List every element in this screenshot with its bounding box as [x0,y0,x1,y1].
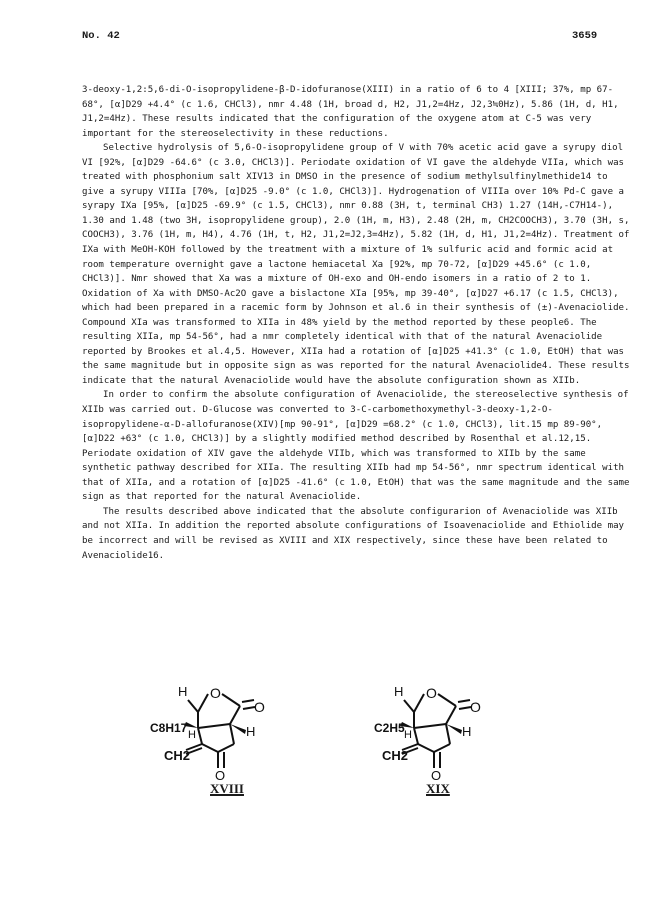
structure-label-xix: XIX [426,781,450,796]
structure-xix [370,672,510,782]
xviii-h-top: H [178,684,188,699]
paragraph-2: Selective hydrolysis of 5,6-O-isopropylidene group of V with 70% acetic acid gave a syrupy diol VI [92%, [α]D29 -64.6° (c 3.0, CHCl3)]. Periodate oxidation of VI gave the aldehyde VIIa, which was treated with phosphonium salt XIV13 in DMSO in the presence of sodium methylsulfinylmethide14 to give a syrupy VIIIa [70%, [α]D25 -9.0° (c 1.0, CHCl3)]. Hydrogenation of VIIIa over 10% Pd-C gave a syrapy IXa [95%, [α]D25 -69.9° (c 1.5, CHCl3), nmr 0.88 (3H, t, terminal CH3) 1.27 (14H,-C7H14-), 1.30 and 1.48 (two 3H, isopropylidene group), 2.0 (1H, m, H3), 2.48 (2H, m, CH2COOCH3), 3.70 (3H, s, COOCH3), 3.76 (1H, m, H4), 4.76 (1H, t, H2, J1,2=J2,3=4Hz), 5.82 (1H, d, H1, J1,2=4Hz). Treatment of IXa with MeOH-KOH followed by the treatment with a mixture of 1% sulfuric acid and formic acid at room temperature overnight gave a lactone hemiacetal Xa [92%, mp 70-72, [α]D29 +45.6° (c 1.0, CHCl3)]. Nmr showed that Xa was a mixture of OH-exo and OH-endo isomers in a ratio of 2 to 1. Oxidation of Xa with DMSO-Ac2O gave a bislactone XIa [95%, mp 39-40°, [α]D27 +6.17 (c 1.5, CHCl3), which had been prepared in a racemic form by Johnson et al.6 in their synthesis of (±)-Avenaciolide. Compound XIa was transformed to XIIa in 48% yield by the method reported by these people6. The resulting XIIa, mp 54-56°, had a nmr completely identical with that of the natural Avenaciolide reported by Brookes et al.4,5. However, XIIa had a rotation of [α]D25 +41.3° (c 1.0, EtOH) that was the same magnitude but in opposite sign as was reported for the natural Avenaciolide4. These results indicate that the natural Avenaciolide would have the absolute configuration shown as XIIb. [82,143,630,386]
xviii-alkyl: C8H17 [150,721,188,735]
paragraph-3: In order to confirm the absolute configuration of Avenaciolide, the stereoselective synthesis of XIIb was carried out. D-Glucose was converted to 3-C-carbomethoxymethyl-3-deoxy-1,2-O-isopropylidene-α-D-allofuranose(XIV)[mp 90-91°, [α]D29 =68.2° (c 1.0, CHCl3), lit.15 mp 89-90°, [α]D22 +63° (c 1.0, CHCl3)] by a slightly modified method described by Rosenthal et al.12,15. Periodate oxidation of XIV gave the aldehyde VIIb, which was transformed to XIIb by the same synthetic pathway described for XIIa. The resulting XIIb had mp 54-56°, nmr spectrum identical with that of XIIa, and a rotation of [α]D25 -41.6° (c 1.0, EtOH) that was the same magnitude and the same sign as that reported for the natural Avenaciolide. [82,390,630,503]
structure-xviii [150,672,290,782]
xviii-exo-methylene: CH2 [164,748,191,763]
xix-h-top: H [394,684,404,699]
xix-exo-methylene: CH2 [382,748,409,763]
xix-h-right: H [462,724,472,739]
xviii-o-bottom: O [215,768,226,782]
xviii-h-left: H [188,729,196,741]
xix-alkyl: C2H5 [374,721,405,735]
xix-o-carbonyl: O [470,699,481,715]
xviii-o-ring: O [210,685,221,701]
xviii-h-right: H [246,724,256,739]
article-body [82,83,630,563]
paragraph-1: 3-deoxy-1,2:5,6-di-O-isopropylidene-β-D-idofuranose(XIII) in a ratio of 6 to 4 [XIII; 37%, mp 67-68°, [α]D29 +4.4° (c 1.6, CHCl3), nmr 4.48 (1H, broad d, H2, J1,2=4Hz, J2,3≒0Hz), 5.86 (1H, d, H1, J1,2=4Hz). These results indicated that the configuration of the oxygene atom at C-5 was very important for the stereoselectivity in these reductions. [82,85,619,139]
xix-o-ring: O [426,685,437,701]
journal-issue-number: No. 42 [82,30,120,42]
structure-label-xviii: XVIII [210,781,244,796]
paragraph-4: The results described above indicated that the absolute configurarion of Avenaciolide was XIIb and not XIIa. In addition the reported absolute configurations of Isoavenaciolide and Ethiolide may be incorrect and will be revised as XVIII and XIX respectively, since these have been related to Avenaciolide16. [82,506,625,561]
xviii-o-carbonyl: O [254,699,265,715]
xix-o-bottom: O [431,768,442,782]
page-number: 3659 [572,30,598,42]
xix-h-left: H [404,729,412,741]
